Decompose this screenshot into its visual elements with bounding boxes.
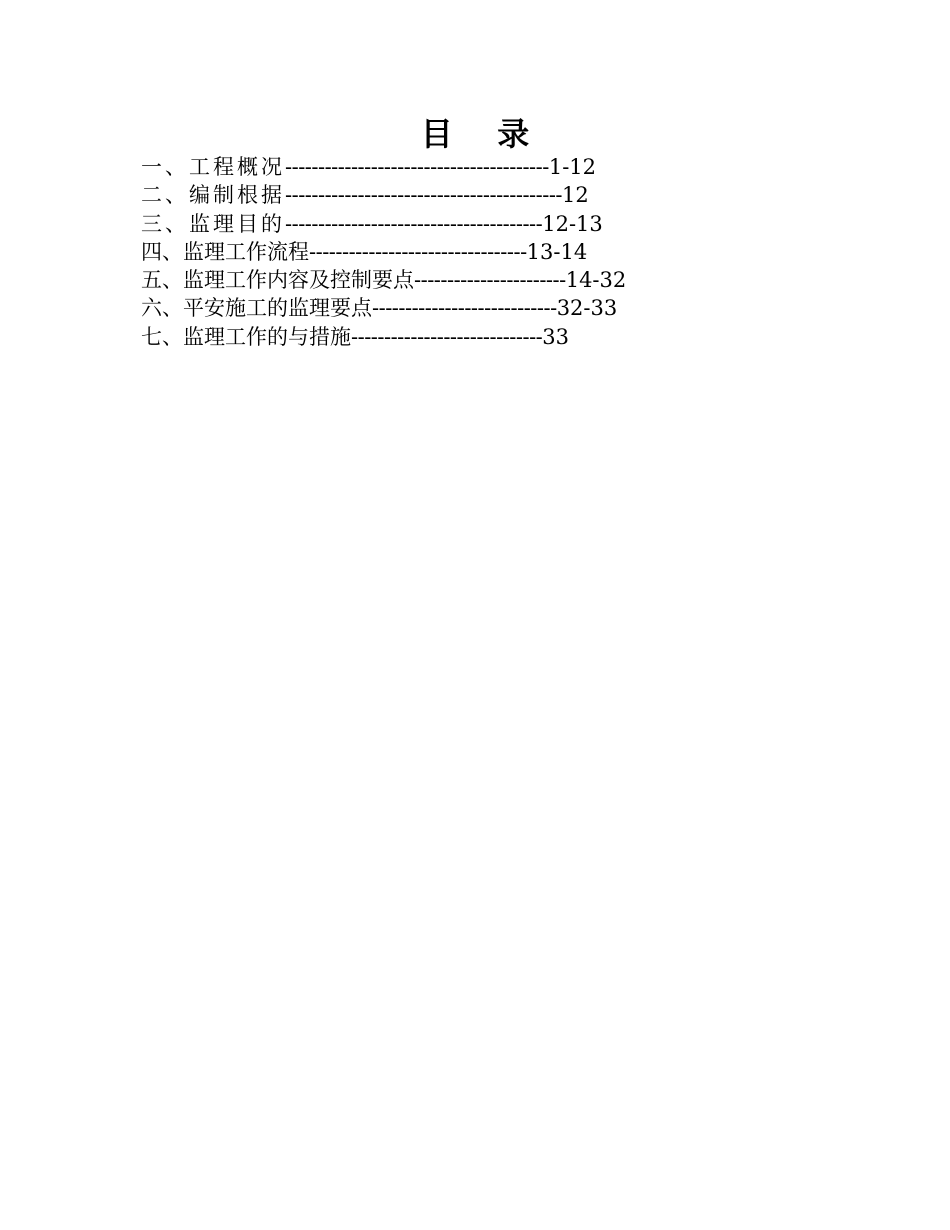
- toc-entry-page: 32-33: [556, 296, 618, 321]
- toc-entry-7[interactable]: [141, 323, 811, 351]
- toc-entry-page: 14-32: [565, 268, 627, 293]
- toc-entry-page: 12-13: [542, 211, 603, 236]
- toc-entry-leader: ---------------------------------------: [285, 211, 543, 236]
- toc-entry-4[interactable]: [141, 238, 811, 266]
- toc-entry-3[interactable]: [141, 210, 811, 238]
- toc-list: [141, 153, 811, 351]
- toc-entry-label: 七、监理工作的与措施: [141, 324, 351, 349]
- toc-entry-page: 13-14: [526, 239, 588, 264]
- toc-entry-5[interactable]: [141, 266, 811, 294]
- toc-entry-label: 二、编制根据: [141, 183, 285, 208]
- page-title: 目 录: [420, 115, 530, 153]
- toc-entry-leader: ----------------------------------------: [285, 155, 549, 179]
- toc-entry-leader: ---------------------------------: [309, 239, 527, 264]
- toc-entry-page: 33: [542, 324, 570, 349]
- toc-entry-leader: -----------------------------: [351, 324, 543, 349]
- toc-entry-label: 三、监理目的: [141, 211, 285, 236]
- toc-entry-1[interactable]: [141, 153, 811, 181]
- toc-entry-page: 1-12: [548, 155, 597, 179]
- toc-entry-label: 六、平安施工的监理要点: [141, 296, 372, 321]
- toc-entry-leader: -----------------------: [414, 268, 566, 293]
- toc-entry-2[interactable]: [141, 181, 811, 209]
- toc-entry-leader: ------------------------------------------: [285, 183, 563, 208]
- toc-entry-page: 12: [562, 183, 589, 208]
- toc-entry-label: 四、监理工作流程: [141, 239, 309, 264]
- toc-entry-label: 五、监理工作内容及控制要点: [141, 268, 414, 293]
- toc-entry-leader: ----------------------------: [372, 296, 557, 321]
- toc-entry-label: 一、工程概况: [141, 155, 285, 179]
- toc-entry-6[interactable]: [141, 294, 811, 322]
